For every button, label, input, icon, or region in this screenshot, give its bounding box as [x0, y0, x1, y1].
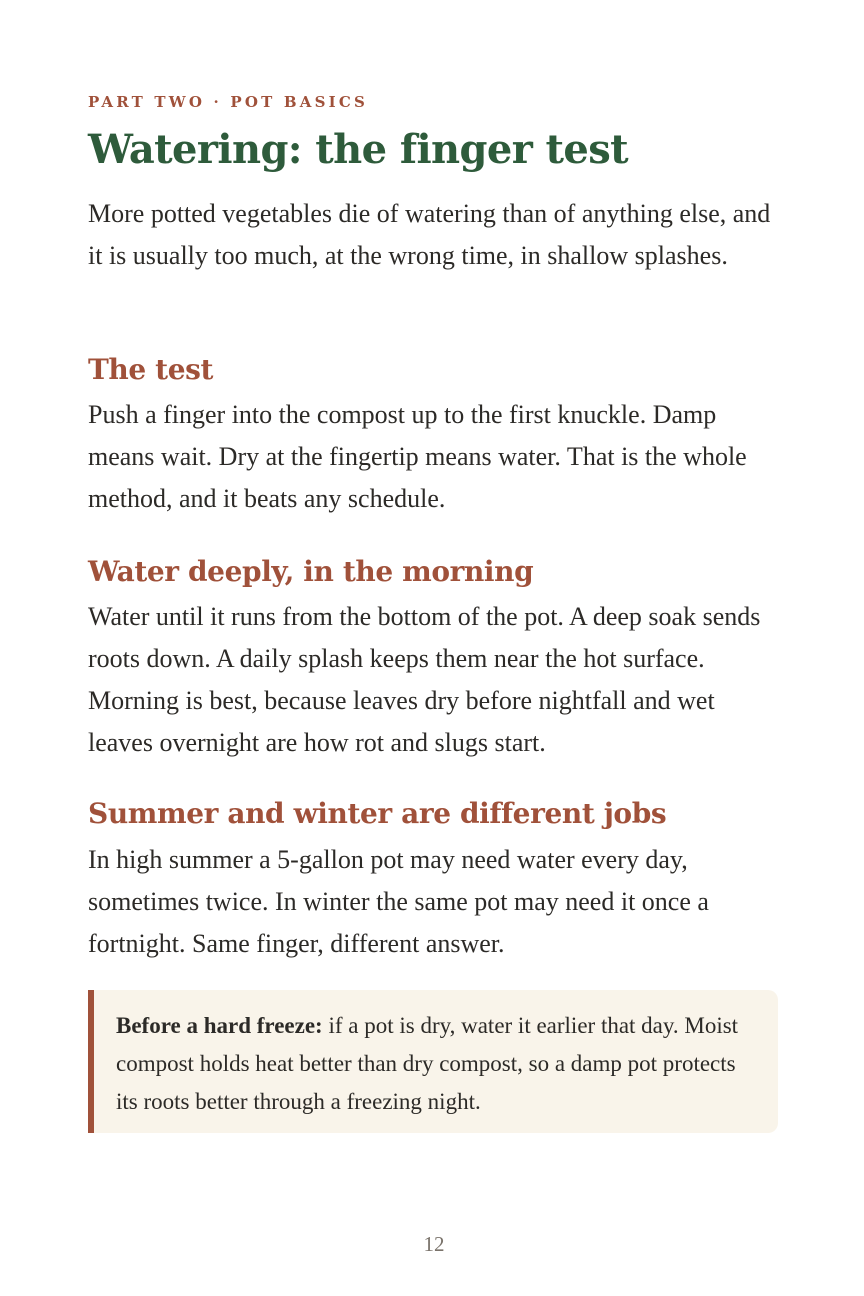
section-body-water-deeply: Water until it runs from the bottom of the pot. A deep soak sends roots down. A daily splash keeps them near the hot surface. Morning is best, because leaves dry before nightfall and wet leaves overnight are how rot and slugs start. [88, 602, 761, 757]
callout-lead: Before a hard freeze: [116, 1013, 323, 1038]
section-heading-the-test: The test [88, 353, 214, 386]
section-body-summer-winter: In high summer a 5-gallon pot may need water every day, sometimes twice. In winter the same pot may need it once a fortnight. Same finger, different answer. [88, 845, 709, 958]
callout-body: if a pot is dry, water it earlier that day. Moist compost holds heat better than dry compost, so a damp pot protects its roots better through a freezing night. [116, 1013, 739, 1114]
section-kicker: PART TWO · POT BASICS [88, 93, 369, 111]
book-page [88, 0, 780, 1296]
section-body-the-test: Push a finger into the compost up to the first knuckle. Damp means wait. Dry at the fingertip means water. That is the whole method, and it beats any schedule. [88, 400, 747, 513]
callout-text [116, 1007, 758, 1121]
intro-paragraph: More potted vegetables die of watering than of anything else, and it is usually too much, at the wrong time, in shallow splashes. [88, 199, 771, 270]
page-number: 12 [423, 1232, 445, 1256]
page-title: Watering: the finger test [88, 126, 629, 173]
section-heading-summer-winter: Summer and winter are different jobs [88, 797, 667, 830]
section-heading-water-deeply: Water deeply, in the morning [88, 555, 534, 588]
freeze-tip-callout [88, 990, 778, 1133]
